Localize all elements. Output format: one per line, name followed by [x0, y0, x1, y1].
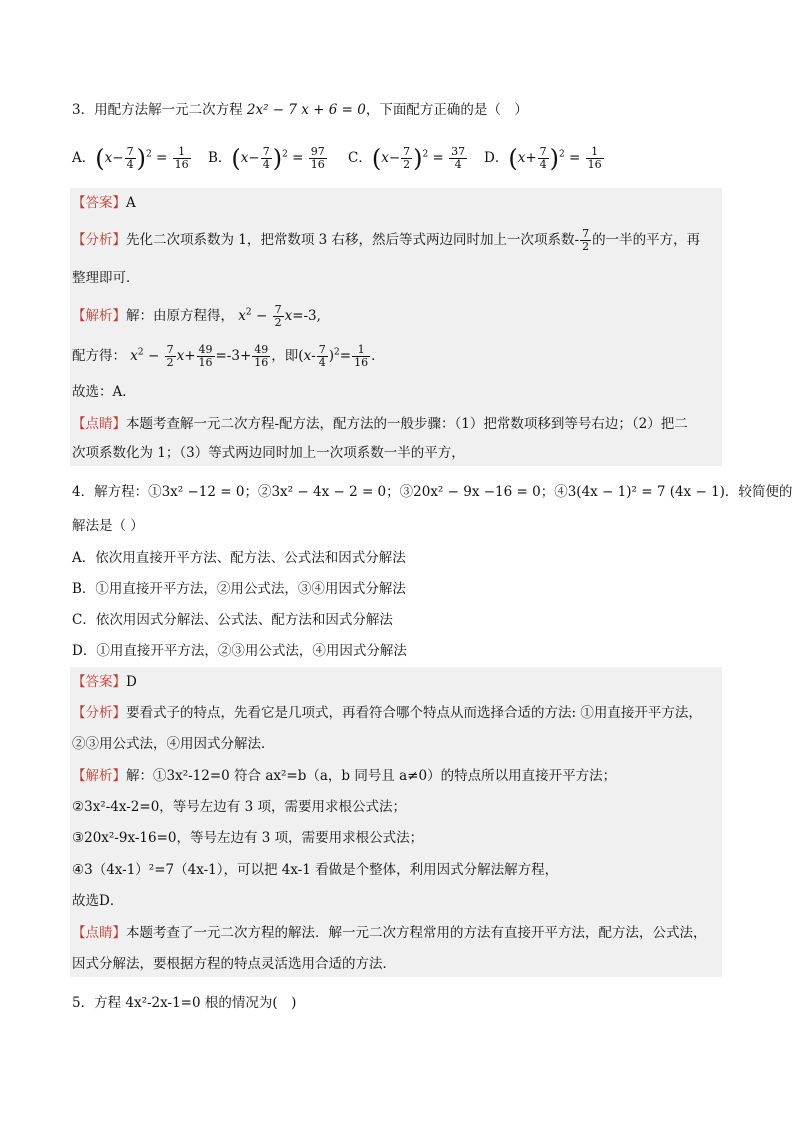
q3-stem-prefix: 3．用配方法解一元二次方程: [72, 102, 247, 118]
analysis-tag: 【分析】: [72, 232, 126, 248]
q3-comment-line-1: 【点睛】本题考查解一元二次方程-配方法，配方法的一般步骤：（1）把常数项移到等号右边；（2）把二: [72, 416, 688, 432]
answer-tag: 【答案】: [72, 195, 126, 211]
q4-option-d[interactable]: D．①用直接开平方法，②③用公式法，④用因式分解法: [72, 643, 407, 659]
comment-tag: 【点睛】: [72, 416, 126, 432]
answer-tag: 【答案】: [72, 674, 126, 690]
q3-solution-line-1: 【解析】解：由原方程得， $x^2$ − $\frac{7}{2}$ x=-3,: [72, 303, 321, 329]
q4-option-a[interactable]: A．依次用直接开平方法、配方法、公式法和因式分解法: [72, 550, 406, 566]
q4-solution-line-3: ③20x²-9x-16=0，等号左边有 3 项，需要用求根公式法；: [72, 830, 424, 846]
q4-solution-line-2: ②3x²-4x-2=0，等号左边有 3 项，需要用求根公式法；: [72, 799, 406, 815]
q3-option-a[interactable]: A．(x− $\frac{7}{4}$ )$^2$ = $\frac{1}{16}$: [72, 144, 189, 173]
q4-stem-line-1: 4．解方程：①3x² −12 = 0；②3x² − 4x − 2 = 0；③20x² − 9x −16 = 0；④3(4x − 1)² = 7 (4x − 1)．较简便的: [72, 484, 793, 500]
q4-answer: 【答案】D: [72, 674, 137, 690]
q3-analysis-line-2: 整理即可．: [72, 270, 140, 286]
q4-solution-line-1: 【解析】解：①3x²-12=0 符合 ax²=b（a，b 同号且 a≠0）的特点所以用直接开平方法；: [72, 768, 617, 784]
q4-analysis-line-2: ②③用公式法，④用因式分解法．: [72, 736, 275, 752]
q4-option-b[interactable]: B．①用直接开平方法，②用公式法，③④用因式分解法: [72, 581, 406, 597]
comment-tag: 【点睛】: [72, 925, 126, 941]
q4-analysis-line-1: 【分析】要看式子的特点，先看它是几项式，再看符合哪个特点从而选择合适的方法: ①用直接开平方法，: [72, 705, 702, 721]
q3-comment-line-2: 次项系数化为 1；（3）等式两边同时加上一次项系数一半的平方，: [72, 445, 465, 461]
q5-stem: 5．方程 4x²-2x-1=0 根的情况为( ): [72, 995, 297, 1011]
q3-answer: 【答案】A: [72, 195, 136, 211]
q3-equation: 2x² − 7 x + 6 = 0: [246, 102, 366, 118]
q4-comment-line-1: 【点睛】本题考查了一元二次方程的解法．解一元二次方程常用的方法有直接开平方法，配方法，公式法，: [72, 925, 707, 941]
q3-solution-line-3: 故选：A．: [72, 384, 136, 400]
q3-option-c[interactable]: C．(x− $\frac{7}{2}$ )$^2$ = $\frac{37}{4}$: [348, 144, 466, 173]
q4-option-c[interactable]: C．依次用因式分解法、公式法、配方法和因式分解法: [72, 612, 393, 628]
q4-solution-line-4: ④3（4x-1）²=7（4x-1），可以把 4x-1 看做是个整体，利用因式分解法解方程，: [72, 862, 559, 878]
q3-analysis-line-1: 【分析】先化二次项系数为 1，把常数项 3 右移，然后等式两边同时加上一次项系数- $\frac{7}{2}$ 的一半的平方，再: [72, 227, 701, 253]
q3-stem: [72, 100, 528, 120]
q3-solution-line-2: 配方得： $x^2$ − $\frac{7}{2}$ x+ $\frac{49}{16}$ =-3+ $\frac{49}{16}$ ，即(x- $\frac{7}{4}$ )$^2$= $\frac{1}{16}$ ．: [72, 343, 385, 369]
q4-solution-line-5: 故选D．: [72, 893, 124, 909]
solution-tag: 【解析】: [72, 308, 126, 324]
analysis-tag: 【分析】: [72, 705, 126, 721]
q3-option-b[interactable]: B．(x− $\frac{7}{4}$ )$^2$ = $\frac{97}{16}$: [208, 144, 325, 173]
q3-option-d[interactable]: D．(x+ $\frac{7}{4}$ )$^2$ = $\frac{1}{16}$: [484, 144, 602, 173]
q3-stem-suffix: ，下面配方正确的是（ ）: [365, 102, 528, 118]
q4-stem-line-2: 解法是（ ）: [72, 518, 144, 534]
q4-comment-line-2: 因式分解法，要根据方程的特点灵活选用合适的方法．: [72, 956, 396, 972]
solution-tag: 【解析】: [72, 768, 126, 784]
